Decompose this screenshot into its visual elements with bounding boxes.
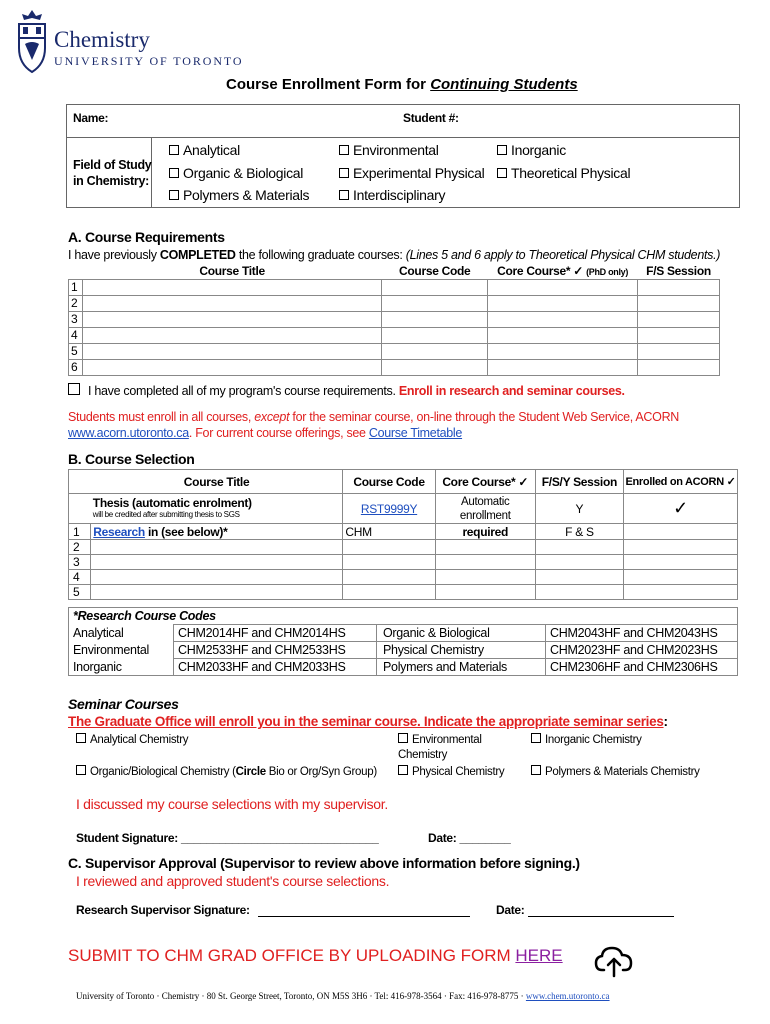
acorn-cell[interactable] [624, 585, 738, 600]
student-info-box [66, 104, 740, 208]
core-course-cell[interactable] [435, 570, 535, 585]
discussed-statement: I discussed my course selections with my supervisor. [76, 796, 388, 812]
course-code-cell[interactable] [382, 279, 488, 295]
table-row: 6 [69, 359, 720, 375]
fs-session-cell[interactable] [638, 311, 720, 327]
session-cell[interactable] [535, 585, 623, 600]
checkbox-icon[interactable] [497, 168, 507, 178]
checkbox-icon[interactable] [76, 733, 86, 743]
name-label: Name: [73, 111, 109, 125]
title-emphasis: Continuing Students [430, 76, 578, 93]
chem-website-link[interactable]: www.chem.utoronto.ca [525, 991, 610, 1001]
course-title-cell[interactable] [82, 295, 381, 311]
column-course-title: Course Title [199, 264, 265, 279]
field-option-theoretical-physical[interactable]: Theoretical Physical [497, 165, 630, 181]
fs-session-cell[interactable] [638, 295, 720, 311]
table-row: 3 [69, 555, 738, 570]
research-link[interactable]: Research [93, 524, 145, 539]
table-row: 1 [69, 279, 720, 295]
requirements-complete-option[interactable]: I have completed all of my program's course requirements. Enroll in research and seminar courses. [68, 383, 625, 398]
course-selection-table [68, 469, 738, 600]
research-code: CHM [343, 524, 435, 540]
table-row: Environmental CHM2533HF and CHM2533HS Physical Chemistry CHM2023HF and CHM2023HS [69, 642, 738, 659]
student-date-line[interactable]: Date: ________ [428, 831, 511, 845]
checkbox-icon[interactable] [398, 765, 408, 775]
checkbox-icon[interactable] [339, 190, 349, 200]
thesis-note: will be credited after submitting thesis to SGS [92, 510, 240, 519]
column-core-course: Core Course* ✓ [435, 470, 535, 494]
fs-session-cell[interactable] [638, 359, 720, 375]
research-acorn-cell[interactable] [624, 524, 738, 540]
supervisor-date-field[interactable] [528, 903, 674, 917]
research-codes-table [68, 607, 738, 676]
checkbox-icon[interactable] [68, 383, 80, 395]
seminar-heading: Seminar Courses [68, 696, 179, 712]
course-code-cell[interactable] [382, 295, 488, 311]
course-code-cell[interactable] [382, 311, 488, 327]
course-title-cell[interactable] [82, 343, 381, 359]
student-number-field[interactable] [461, 107, 731, 133]
supervisor-signature-label: Research Supervisor Signature: [76, 903, 250, 917]
table-row: 4 [69, 327, 720, 343]
research-session: F & S [535, 524, 623, 540]
thesis-code-link[interactable]: RST9999Y [360, 501, 418, 516]
seminar-option-polymers[interactable]: Polymers & Materials Chemistry [531, 765, 700, 778]
column-course-title: Course Title [91, 470, 343, 494]
upload-here-link[interactable]: HERE [515, 946, 563, 965]
seminar-option-analytical[interactable]: Analytical Chemistry [76, 733, 188, 746]
field-of-study-label: Field of Study in Chemistry: [73, 158, 152, 188]
checkbox-icon[interactable] [169, 145, 179, 155]
seminar-option-physical[interactable]: Physical Chemistry [398, 765, 504, 778]
course-code-cell[interactable] [382, 359, 488, 375]
checkbox-icon[interactable] [531, 765, 541, 775]
session-cell[interactable] [535, 540, 623, 555]
field-option-environmental[interactable]: Environmental [339, 142, 439, 158]
cloud-upload-icon[interactable] [594, 944, 634, 978]
acorn-cell[interactable] [624, 555, 738, 570]
seminar-option-environmental[interactable]: Environmental Chemistry [398, 734, 482, 761]
student-number-label: Student #: [403, 111, 459, 125]
course-title-cell[interactable] [91, 585, 343, 600]
section-b-heading: B. Course Selection [68, 451, 195, 467]
thesis-title: Thesis (automatic enrolment) [92, 496, 252, 510]
supervisor-date-label: Date: [496, 903, 525, 917]
course-code-cell[interactable] [343, 555, 435, 570]
acorn-link[interactable]: www.acorn.utoronto.ca [68, 426, 189, 440]
checkbox-icon[interactable] [339, 168, 349, 178]
table-row: 2 [69, 295, 720, 311]
checkbox-icon[interactable] [339, 145, 349, 155]
section-c-heading: C. Supervisor Approval (Supervisor to review above information before signing.) [68, 855, 580, 871]
seminar-option-organic-biological[interactable]: Organic/Biological Chemistry (Circle Bio or Org/Syn Group) [76, 765, 377, 778]
table-row: 5 [69, 585, 738, 600]
course-title-cell[interactable] [82, 359, 381, 375]
course-code-cell[interactable] [382, 327, 488, 343]
section-a-heading: A. Course Requirements [68, 229, 225, 245]
core-course-cell[interactable] [488, 359, 638, 375]
thesis-row: Thesis (automatic enrolment) will be credited after submitting thesis to SGS RST9999Y Automatic enrollment Y ✓ [69, 494, 738, 524]
course-title-cell[interactable] [82, 327, 381, 343]
checkbox-icon[interactable] [169, 168, 179, 178]
core-course-cell[interactable] [488, 327, 638, 343]
field-option-analytical[interactable]: Analytical [169, 142, 240, 158]
field-option-organic-biological[interactable]: Organic & Biological [169, 165, 303, 181]
checkbox-icon[interactable] [169, 190, 179, 200]
core-course-cell[interactable] [488, 311, 638, 327]
course-code-cell[interactable] [343, 570, 435, 585]
page-title: Course Enrollment Form for Continuing Students [226, 76, 578, 93]
course-code-cell[interactable] [343, 585, 435, 600]
course-timetable-link[interactable]: Course Timetable [368, 426, 463, 440]
name-field[interactable] [111, 107, 391, 133]
seminar-option-inorganic[interactable]: Inorganic Chemistry [531, 733, 642, 746]
section-a-intro: I have previously COMPLETED the following graduate courses: (Lines 5 and 6 apply to Theoretical Physical CHM students.) [68, 248, 721, 262]
logo-university: UNIVERSITY OF TORONTO [54, 54, 244, 68]
table-row: Analytical CHM2014HF and CHM2014HS Organic & Biological CHM2043HF and CHM2043HS [69, 625, 738, 642]
fs-session-cell[interactable] [638, 279, 720, 295]
student-signature-line[interactable]: Student Signature: _______________________________ [76, 831, 379, 845]
column-course-code: Course Code [343, 470, 435, 494]
seminar-instruction: The Graduate Office will enroll you in the seminar course. Indicate the appropriate seminar series: [68, 714, 668, 729]
fs-session-cell[interactable] [638, 343, 720, 359]
acorn-cell[interactable] [624, 540, 738, 555]
completed-courses-table [68, 264, 720, 376]
course-title-cell[interactable] [82, 279, 381, 295]
field-option-polymers-materials[interactable]: Polymers & Materials [169, 187, 309, 203]
core-course-cell[interactable] [488, 279, 638, 295]
course-code-cell[interactable] [382, 343, 488, 359]
field-option-inorganic[interactable]: Inorganic [497, 142, 566, 158]
research-core: required [435, 524, 535, 540]
checkmark-icon: ✓ [624, 494, 738, 524]
table-row: 3 [69, 311, 720, 327]
course-title-cell[interactable] [91, 570, 343, 585]
research-row: 1 Research in (see below)* CHM required F & S [69, 524, 738, 540]
field-option-experimental-physical[interactable]: Experimental Physical [339, 165, 484, 181]
core-course-cell[interactable] [488, 343, 638, 359]
column-fs-session: F/S Session [646, 264, 711, 279]
checkbox-icon[interactable] [76, 765, 86, 775]
course-title-cell[interactable] [91, 540, 343, 555]
footer: University of Toronto · Chemistry · 80 St. George Street, Toronto, ON M5S 3H6 · Tel: 416-978-3564 · Fax: 416-978-8775 · www.chem.utoronto.ca [76, 991, 610, 1001]
enrollment-notice: Students must enroll in all courses, except for the seminar course, on-line through the Student Web Service, ACORN www.acorn.utoronto.ca. For current course offerings, see Course Timetable [68, 410, 680, 440]
fs-session-cell[interactable] [638, 327, 720, 343]
university-crest [16, 8, 48, 76]
column-core-course: Core Course* ✓ (PhD only) [497, 264, 629, 279]
session-cell[interactable] [535, 570, 623, 585]
table-row: 5 [69, 343, 720, 359]
supervisor-signature-field[interactable] [258, 903, 470, 917]
core-course-cell[interactable] [435, 555, 535, 570]
table-row: Inorganic CHM2033HF and CHM2033HS Polymers and Materials CHM2306HF and CHM2306HS [69, 659, 738, 676]
table-row: 2 [69, 540, 738, 555]
checkbox-icon[interactable] [398, 733, 408, 743]
submit-instruction: SUBMIT TO CHM GRAD OFFICE BY UPLOADING FORM HERE [68, 946, 563, 965]
core-course-cell[interactable] [435, 585, 535, 600]
logo-wordmark: Chemistry [54, 27, 150, 52]
core-course-cell[interactable] [488, 295, 638, 311]
field-option-interdisciplinary[interactable]: Interdisciplinary [339, 187, 445, 203]
course-title-cell[interactable] [91, 555, 343, 570]
table-row: 4 [69, 570, 738, 585]
course-code-cell[interactable] [343, 540, 435, 555]
reviewed-statement: I reviewed and approved student's course selections. [76, 873, 390, 889]
checkbox-icon[interactable] [497, 145, 507, 155]
core-course-cell[interactable] [435, 540, 535, 555]
research-codes-heading: *Research Course Codes [69, 608, 738, 625]
column-enrolled-acorn: Enrolled on ACORN ✓ [624, 470, 738, 494]
course-title-cell[interactable] [82, 311, 381, 327]
thesis-session: Y [535, 494, 623, 524]
session-cell[interactable] [535, 555, 623, 570]
column-course-code: Course Code [399, 264, 471, 279]
column-fsy-session: F/S/Y Session [535, 470, 623, 494]
acorn-cell[interactable] [624, 570, 738, 585]
checkbox-icon[interactable] [531, 733, 541, 743]
